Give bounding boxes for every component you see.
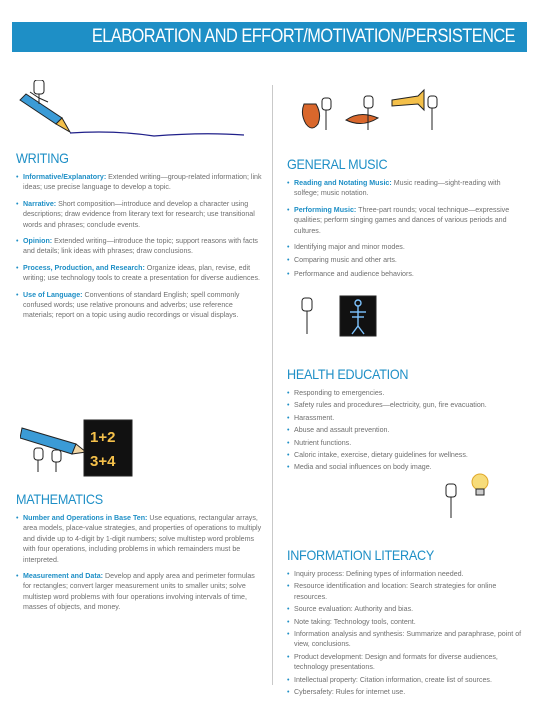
- music-item: • Performing Music: Three-part rounds; vocal technique—expressive qualities; perform singing games and dances of various periods and cultures.: [287, 205, 527, 236]
- health-education-title: HEALTH EDUCATION: [287, 366, 409, 382]
- health-item: • Caloric intake, exercise, dietary guidelines for wellness.: [287, 450, 527, 460]
- health-item: • Abuse and assault prevention.: [287, 425, 527, 435]
- music-illustration: [298, 84, 448, 140]
- health-item: • Harassment.: [287, 413, 527, 423]
- writing-item: • Process, Production, and Research: Organize ideas, plan, revise, edit writing; use technology tools to create a presentation for diverse audiences.: [16, 263, 264, 284]
- writing-item: • Narrative: Short composition—introduce and develop a character using descriptions; draw evidence from literary text for research; use transitional words and phrases; conclude events.: [16, 199, 264, 230]
- info-literacy-item: • Source evaluation: Authority and bias.: [287, 604, 527, 614]
- pen-rider-illustration: [14, 80, 264, 140]
- health-item: • Safety rules and procedures—electricity, gun, fire evacuation.: [287, 400, 527, 410]
- writing-item: • Opinion: Extended writing—introduce the topic; support reasons with facts and details; link ideas with phrases; draw conclusions.: [16, 236, 264, 257]
- chalkboard-illustration: [20, 414, 260, 484]
- health-item: • Media and social influences on body image.: [287, 462, 527, 472]
- info-literacy-item: • Information analysis and synthesis: Summarize and paraphrase, point of view, conclusions.: [287, 629, 527, 650]
- info-literacy-item: • Intellectual property: Citation information, create list of sources.: [287, 675, 527, 685]
- information-literacy-section: [287, 547, 527, 699]
- music-item: • Comparing music and other arts.: [287, 255, 527, 265]
- mathematics-title: MATHEMATICS: [16, 491, 103, 507]
- music-item: • Identifying major and minor modes.: [287, 242, 527, 252]
- math-item: • Measurement and Data: Develop and apply area and perimeter formulas for rectangles; convert larger measurement units to smaller units; solve multistep word problems with four operations involving intervals of time, masses of objects, and money.: [16, 571, 264, 613]
- mathematics-section: [16, 491, 264, 619]
- info-literacy-item: • Note taking: Technology tools, content.: [287, 617, 527, 627]
- board-line-2: 3+4: [90, 453, 116, 470]
- column-divider: [272, 85, 273, 685]
- health-item: • Nutrient functions.: [287, 438, 527, 448]
- writing-section: [16, 150, 264, 327]
- light-bulb-illustration: [440, 470, 500, 522]
- music-item: • Performance and audience behaviors.: [287, 269, 527, 279]
- general-music-title: GENERAL MUSIC: [287, 156, 388, 172]
- info-literacy-item: • Inquiry process: Defining types of information needed.: [287, 569, 527, 579]
- general-music-section: [287, 156, 527, 285]
- info-literacy-item: • Resource identification and location: Search strategies for online resources.: [287, 581, 527, 602]
- x-ray-illustration: [298, 292, 388, 342]
- info-literacy-item: • Cybersafety: Rules for internet use.: [287, 687, 527, 697]
- math-item: • Number and Operations in Base Ten: Use equations, rectangular arrays, area models, place-value strategies, and properties of operations to multiply and divide up to 4-digit by 1-digit numbers; solve multistep word problems with four operations, including problems in which remainders must be interpreted.: [16, 513, 264, 565]
- health-item: • Responding to emergencies.: [287, 388, 527, 398]
- banner-title: ELABORATION AND EFFORT/MOTIVATION/PERSISTENCE: [91, 26, 515, 47]
- writing-item: • Informative/Explanatory: Extended writing—group-related information; link ideas; use precise language to develop a topic.: [16, 172, 264, 193]
- health-education-section: [287, 366, 527, 475]
- board-line-1: 1+2: [90, 429, 116, 446]
- writing-title: WRITING: [16, 150, 69, 166]
- writing-item: • Use of Language: Conventions of standard English; spell commonly confused words; use relative pronouns and adverbs; use reference materials; report on a topic using audio recordings or visual displays.: [16, 290, 264, 321]
- information-literacy-title: INFORMATION LITERACY: [287, 547, 434, 563]
- info-literacy-item: • Product development: Design and formats for diverse audiences, technology presentations.: [287, 652, 527, 673]
- header-banner: [12, 22, 527, 52]
- music-item: • Reading and Notating Music: Music reading—sight-reading with solfege; music notation.: [287, 178, 527, 199]
